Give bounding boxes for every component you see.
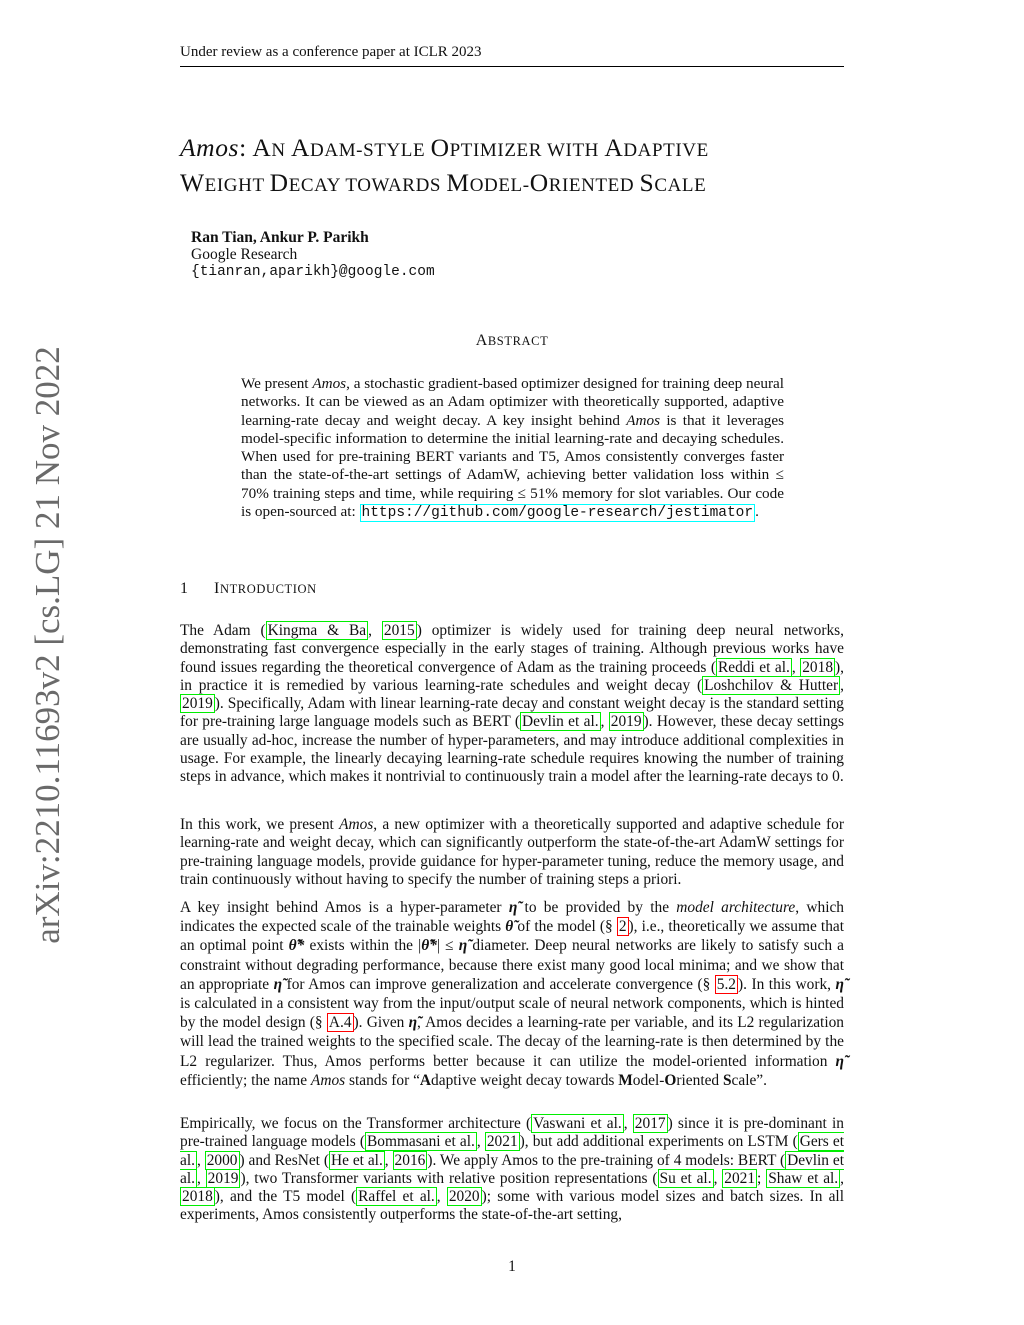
text-run: , [196, 1151, 205, 1169]
citation-link[interactable]: 2000 [206, 1151, 238, 1169]
citation-link[interactable]: Su et al. [659, 1169, 712, 1187]
running-header: Under review as a conference paper at ICLR 2023 [180, 44, 482, 60]
math-symbol: θ̃* [288, 937, 305, 955]
citation-link[interactable]: 2019 [610, 713, 642, 731]
text-run: is that it leverages model-specific information to determine the initial learning-rate and decaying schedules. When used for pre-training BERT variants and T5, Amos consistently converges faster than the state-of-the-art settings of AdamW, achieving better validation loss within ≤ 70% training steps and time, while requiring ≤ 51% memory for slot variables. Our code is open-sourced at: [241, 411, 784, 521]
text-run: cale”. [731, 1071, 767, 1089]
citation-link[interactable]: 2021 [724, 1169, 756, 1187]
page-number: 1 [508, 1258, 516, 1275]
citation-link[interactable]: 2018 [802, 658, 834, 676]
code-repository-link[interactable]: https://github.com/google-research/jestimator [361, 505, 754, 522]
author-names: Ran Tian, Ankur P. Parikh [191, 229, 369, 246]
title-small-caps: DAM-STYLE [310, 140, 431, 161]
math-symbol: η̃ [408, 1014, 418, 1032]
abstract-heading-cap: A [475, 332, 488, 349]
title-capital: S [639, 168, 655, 197]
italic-text: Amos [339, 816, 374, 833]
title-capital: A [604, 133, 624, 162]
text-run: ) optimizer is widely used for training deep neural networks, demonstrating fast convergence especially in the early stages of training. Although previous works have found issues regarding the theoretical convergence of Adam as the training proceeds ( [180, 622, 844, 676]
title-capital: M [446, 168, 470, 197]
citation-link[interactable]: Shaw et al. [768, 1169, 839, 1187]
text-run: for Amos can improve generalization and accelerate convergence (§ [282, 975, 715, 993]
section-number: 1 [180, 580, 189, 597]
text-run: , [196, 1169, 206, 1187]
title-small-caps: DAPTIVE [623, 140, 709, 161]
title-capital: O [430, 133, 450, 162]
italic-text: Amos [180, 133, 240, 162]
text-run: | ≤ [436, 937, 459, 955]
text-run: of the model (§ [513, 918, 617, 936]
text-run: daptive weight decay towards [431, 1071, 619, 1089]
text-run: , a stochastic gradient-based optimizer designed for training deep neural networks. It can be viewed as an Adam optimizer with theoretically supported, adaptive learning-rate decay and weight decay. A key insight behind [241, 375, 784, 429]
citation-link[interactable]: 2019 [207, 1169, 239, 1187]
text-run: In this work, we present [180, 816, 340, 833]
text-run: The Adam ( [180, 622, 266, 639]
citation-link[interactable]: 2019 [182, 695, 213, 713]
text-run: to be provided by the [517, 899, 677, 916]
citation-link[interactable]: Reddi et al. [717, 658, 790, 676]
title-capital: W [180, 168, 205, 197]
citation-link[interactable]: Loshchilov & Hutter [704, 676, 839, 694]
introduction-heading-rest: NTRODUCTION [219, 582, 317, 596]
text-run: efficiently; the name [180, 1071, 311, 1089]
title-capital: A [291, 133, 311, 162]
title-capital: O [529, 168, 549, 197]
text-run: A key insight behind Amos is a hyper-parameter [180, 899, 509, 916]
text-run: ; [757, 1169, 767, 1187]
text-run: odel- [632, 1071, 665, 1089]
text-run: ). However, these decay settings are usually ad-hoc, increase the number of hyper-parameters, and may introduce additional complexities in usage. For example, the linearly decaying learning-rate schedule requires knowing the number of training steps in advance, which makes it nontrivial to continuously train a model after the learning-rate decays to 0. [180, 713, 844, 786]
title-capital: D [269, 168, 289, 197]
text-run: ). In this work, [738, 975, 836, 993]
text-run: ) since it is pre-dominant in pre-trained language models ( [180, 1115, 844, 1151]
text-run: , Amos decides a learning-rate per variable, and its L2 regularization will lead the trained weights to the specified scale. The decay of the learning-rate is then determined by the L2 regularizer. Thus, Amos performs better because it can utilize the model-oriented information [180, 1014, 845, 1070]
section-reference-link[interactable]: 2 [618, 918, 627, 936]
math-symbol: η̃ [273, 975, 283, 993]
arxiv-stamp: arXiv:2210.11693v2 [cs.LG] 21 Nov 2022 [28, 346, 67, 944]
text-run: Empirically, we focus on the Transformer architecture ( [180, 1115, 532, 1132]
author-email: {tianran,aparikh}@google.com [191, 264, 435, 280]
text-run: diameter. Deep neural networks are likely to satisfy such a constraint without degrading performance, because there exist many good local minima; and we show that an appropriate [180, 937, 844, 993]
paper-title-line-2 [180, 168, 880, 198]
citation-link[interactable]: Vaswani et al. [533, 1115, 622, 1132]
text-run: ), in practice it is remedied by various learning-rate schedules and weight decay ( [180, 658, 844, 694]
intro-paragraph-2 [180, 816, 844, 889]
text-run: , which indicates the expected scale of the trainable weights [180, 899, 844, 936]
title-small-caps: CALE [654, 175, 707, 196]
text-run: ). We apply Amos to the pre-training of 4 models: BERT ( [427, 1151, 786, 1169]
text-run: , [436, 1188, 447, 1206]
header-rule [180, 66, 844, 67]
text-run: riented [676, 1071, 723, 1089]
text-run: , [368, 622, 382, 639]
citation-link[interactable]: 2016 [394, 1151, 426, 1169]
bold-letter: O [664, 1071, 677, 1089]
citation-link[interactable]: 2017 [634, 1115, 666, 1132]
math-symbol: η̃ [458, 937, 468, 955]
text-run: ). Specifically, Adam with linear learning-rate decay and constant weight decay is the standard setting for pre-training large language models such as BERT ( [180, 695, 844, 731]
introduction-heading-cap: I [214, 580, 220, 597]
text-run: ); some with various model sizes and batch sizes. In all experiments, Amos consistently outperforms the state-of-the-art setting, [180, 1188, 844, 1224]
title-capital: A [252, 133, 272, 162]
section-reference-link[interactable]: 5.2 [716, 975, 737, 993]
title-small-caps: EIGHT [204, 175, 270, 196]
introduction-heading [180, 580, 317, 598]
citation-link[interactable]: 2018 [182, 1188, 213, 1206]
text-run: , [713, 1169, 723, 1187]
math-symbol: θ̃ [505, 918, 514, 936]
bold-letter: M [618, 1071, 633, 1089]
affiliation: Google Research [191, 246, 298, 263]
citation-link[interactable]: Devlin et al. [180, 1151, 844, 1187]
bold-letter: A [419, 1071, 432, 1089]
bold-letter: S [722, 1071, 732, 1089]
text-run: ), and the T5 model ( [214, 1188, 357, 1206]
text-run: , [600, 713, 609, 731]
italic-text: Amos [626, 411, 661, 429]
citation-link[interactable]: 2020 [448, 1188, 480, 1206]
text-run: ) and ResNet ( [239, 1151, 329, 1169]
text-run: . [755, 503, 759, 521]
abstract-body [241, 375, 784, 522]
math-symbol: η̃ [835, 1052, 844, 1070]
section-reference-link[interactable]: A.4 [328, 1014, 352, 1032]
italic-text: Amos [312, 375, 347, 392]
italic-text: Amos [310, 1071, 346, 1089]
title-small-caps: ECAY TOWARDS [288, 175, 447, 196]
text-run: We present [241, 375, 313, 392]
citation-link[interactable]: 2021 [486, 1133, 518, 1151]
text-run: ), but add additional experiments on LSTM ( [519, 1133, 798, 1151]
text-run: is calculated in a consistent way from the input/output scale of neural network components, which is hinted by the model design (§ [180, 995, 844, 1032]
title-small-caps: N [271, 140, 292, 161]
title-small-caps: RIENTED [548, 175, 640, 196]
text-run: ), i.e., theoretically we assume that an optimal point [180, 918, 845, 955]
text-run: , [476, 1133, 485, 1151]
citation-link[interactable]: Gers et al. [180, 1133, 845, 1169]
title-small-caps: ODEL- [469, 175, 530, 196]
title-small-caps: PTIMIZER WITH [449, 140, 605, 161]
citation-link[interactable]: Kingma & Ba [267, 622, 367, 639]
text-run: , [840, 1169, 845, 1187]
text-run: ). Given [353, 1014, 409, 1032]
math-symbol: η̃ [508, 899, 518, 916]
math-symbol: η̃ [835, 975, 844, 993]
paper-title-line-1 [180, 133, 880, 163]
text-run: , [791, 658, 801, 676]
citation-link[interactable]: 2015 [383, 622, 415, 639]
citation-link[interactable]: Raffel et al. [358, 1188, 435, 1206]
text-run: , a new optimizer with a theoretically supported and adaptive schedule for learning-rate and weight decay, which can significantly outperform the state-of-the-art AdamW settings for pre-training language models, provide guidance for hyper-parameter tuning, reduce the memory usage, and train continuously without having to specify the number of training steps a priori. [180, 816, 844, 888]
text-run: exists within the | [304, 937, 422, 955]
title-capital: : [239, 133, 253, 162]
intro-paragraph-3 [180, 898, 844, 1090]
abstract-heading-rest: BSTRACT [487, 334, 549, 348]
text-run: stands for “ [345, 1071, 420, 1089]
math-symbol: θ̃* [421, 937, 437, 955]
citation-link[interactable]: Bommasani et al. [367, 1133, 475, 1151]
intro-paragraph-1 [180, 622, 844, 787]
citation-link[interactable]: Devlin et al. [521, 713, 599, 731]
text-run: ), two Transformer variants with relative position representations ( [240, 1169, 658, 1187]
text-run: , [384, 1151, 393, 1169]
citation-link[interactable]: He et al. [330, 1151, 383, 1169]
intro-paragraph-4 [180, 1115, 844, 1225]
italic-text: model architecture [676, 899, 796, 916]
text-run: , [840, 676, 844, 694]
abstract-heading [0, 332, 1024, 350]
text-run: , [623, 1115, 633, 1132]
